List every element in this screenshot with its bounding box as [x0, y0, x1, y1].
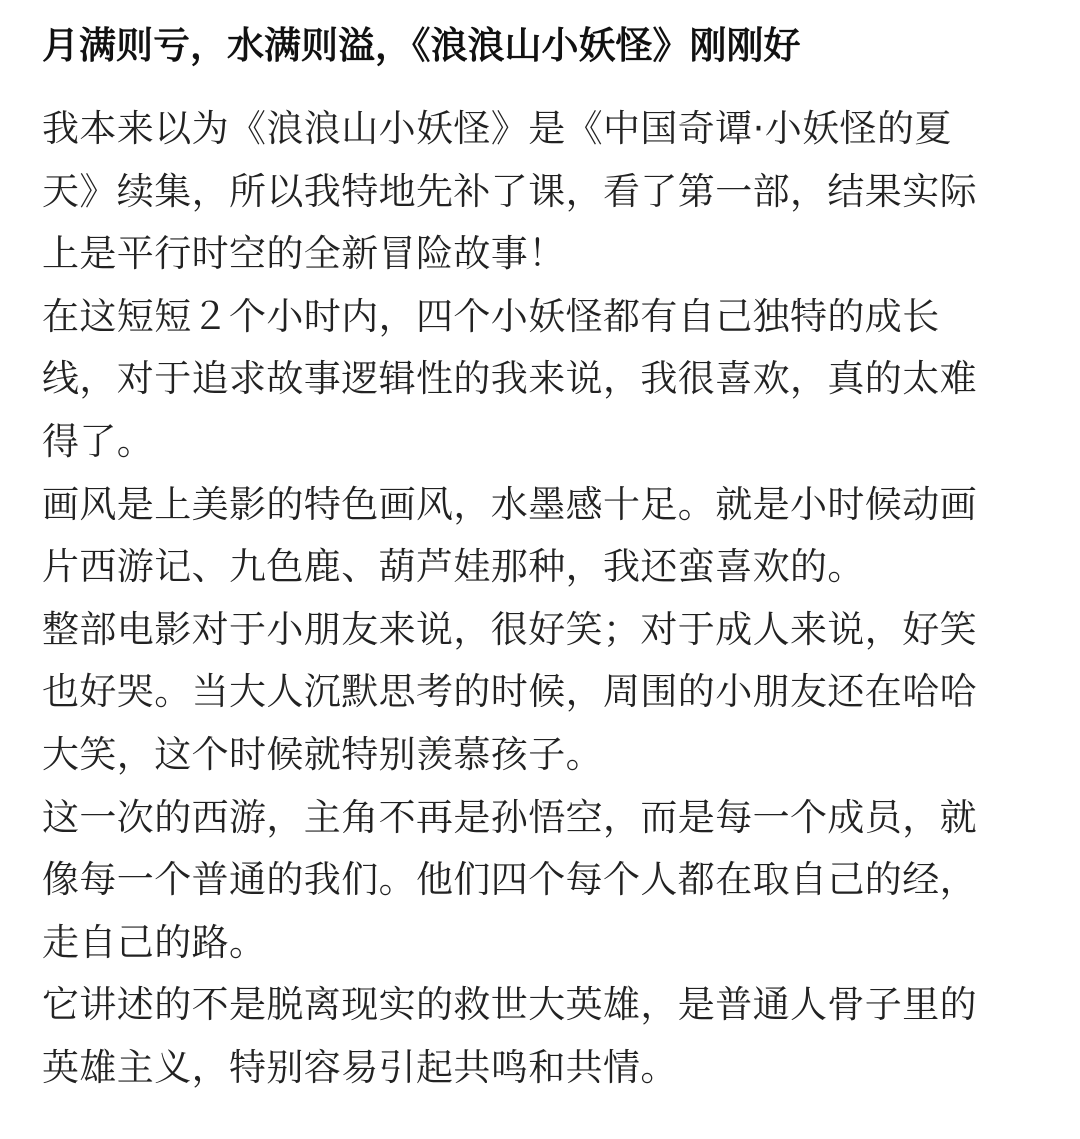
- text-line: 英雄主义，特别容易引起共鸣和共情。: [42, 1045, 678, 1089]
- text-line: 天》续集，所以我特地先补了课，看了第一部，结果实际: [42, 169, 977, 213]
- text-line: 整部电影对于小朋友来说，很好笑；对于成人来说，好笑: [42, 607, 977, 651]
- text-line: 得了。: [42, 419, 155, 463]
- article-title: 月满则亏，水满则溢，《浪浪山小妖怪》刚刚好: [42, 24, 801, 67]
- paragraph-6: [42, 974, 1038, 1099]
- text-line: 上是平行时空的全新冒险故事！: [42, 232, 566, 276]
- text-line: 线，对于追求故事逻辑性的我来说，我很喜欢，真的太难: [42, 357, 977, 401]
- text-line: 像每一个普通的我们。他们四个每个人都在取自己的经，: [42, 858, 977, 902]
- text-line: 画风是上美影的特色画风，水墨感十足。就是小时候动画: [42, 482, 977, 526]
- paragraph-4: [42, 599, 1038, 787]
- text-line: 也好哭。当大人沉默思考的时候，周围的小朋友还在哈哈: [42, 670, 977, 714]
- text-line: 大笑，这个时候就特别羡慕孩子。: [42, 732, 603, 776]
- text-line: 这一次的西游，主角不再是孙悟空，而是每一个成员，就: [42, 795, 977, 839]
- paragraph-3: [42, 474, 1038, 599]
- text-line: 走自己的路。: [42, 920, 267, 964]
- paragraph-2: [42, 286, 1038, 474]
- text-line: 它讲述的不是脱离现实的救世大英雄，是普通人骨子里的: [42, 983, 977, 1027]
- text-line: 在这短短２个小时内，四个小妖怪都有自己独特的成长: [42, 294, 940, 338]
- paragraph-5: [42, 787, 1038, 975]
- article-body: [42, 98, 1038, 1100]
- paragraph-1: [42, 98, 1038, 286]
- text-line: 我本来以为《浪浪山小妖怪》是《中国奇谭·小妖怪的夏: [42, 107, 952, 150]
- text-line: 片西游记、九色鹿、葫芦娃那种，我还蛮喜欢的。: [42, 545, 865, 589]
